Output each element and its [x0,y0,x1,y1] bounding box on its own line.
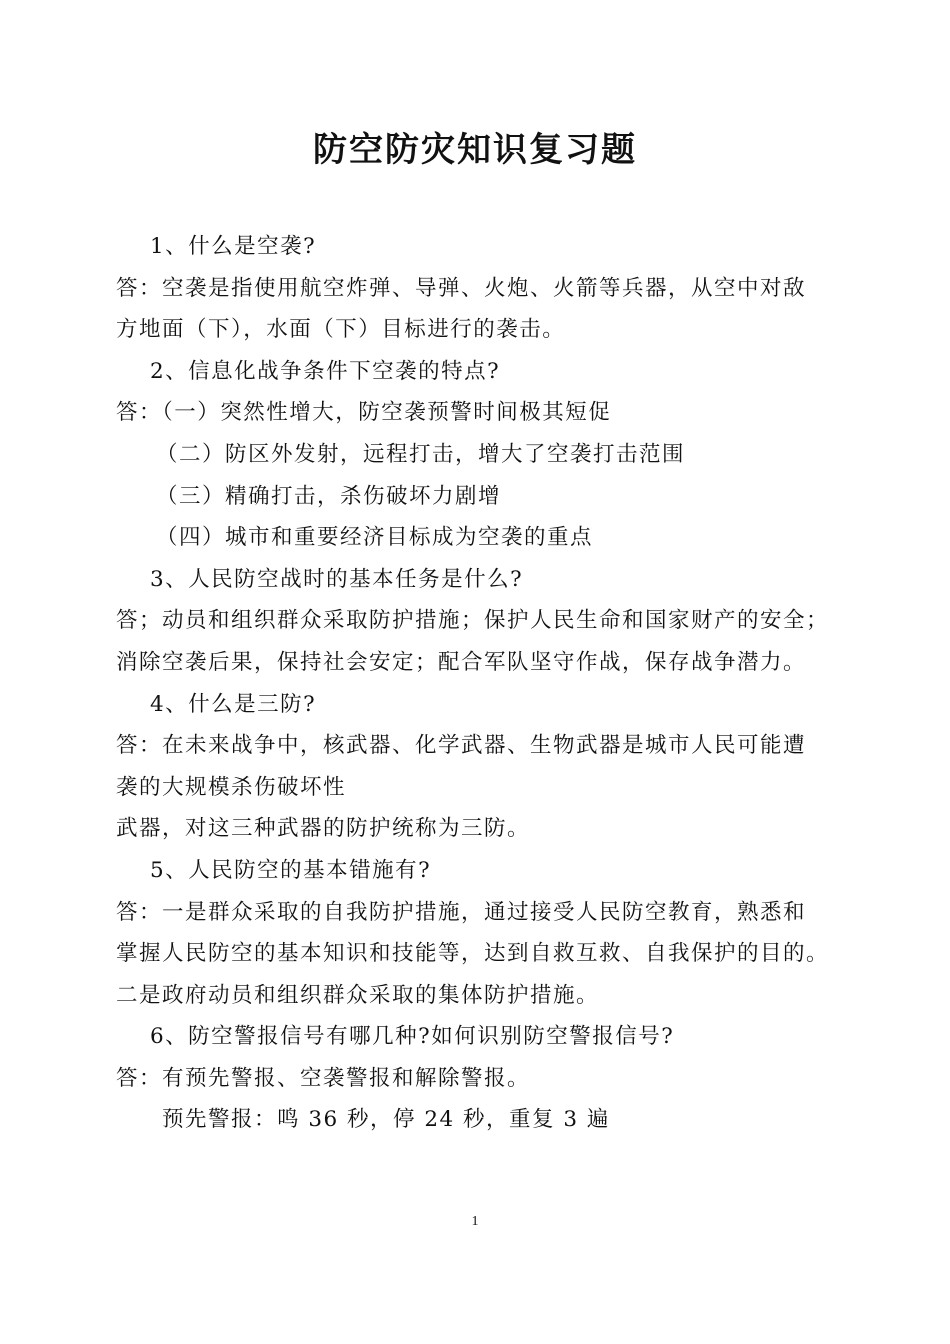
answer-6-line-1: 答：有预先警报、空袭警报和解除警报。 [116,1065,531,1091]
page-title: 防空防灾知识复习题 [313,130,637,170]
answer-6-line-2: 预先警报：鸣 36 秒，停 24 秒，重复 3 遍 [162,1107,610,1133]
answer-2-line-4: （四）城市和重要经济目标成为空袭的重点 [156,525,594,551]
question-3: 3、人民防空战时的基本任务是什么? [150,566,524,592]
answer-4-line-2: 袭的大规模杀伤破坏性 [116,774,347,800]
answer-5-line-1: 答：一是群众采取的自我防护措施，通过接受人民防空教育，熟悉和 [116,899,807,925]
answer-2-line-2: （二）防区外发射，远程打击，增大了空袭打击范围 [156,441,686,467]
answer-3-line-2: 消除空袭后果，保持社会安定；配合军队坚守作战，保存战争潜力。 [116,649,807,675]
question-6: 6、防空警报信号有哪几种?如何识别防空警报信号? [150,1024,675,1050]
question-2: 2、信息化战争条件下空袭的特点? [150,358,501,384]
question-1: 1、什么是空袭? [150,234,317,259]
answer-1-line-2: 方地面（下），水面（下）目标进行的袭击。 [116,317,566,343]
answer-2-line-1: 答：（一）突然性增大，防空袭预警时间极其短促 [116,400,612,426]
answer-3-line-1: 答；动员和组织群众采取防护措施；保护人民生命和国家财产的安全； [116,608,830,634]
answer-5-line-3: 二是政府动员和组织群众采取的集体防护措施。 [116,982,600,1008]
answer-4-line-3: 武器，对这三种武器的防护统称为三防。 [116,816,531,842]
answer-5-line-2: 掌握人民防空的基本知识和技能等，达到自救互救、自我保护的目的。 [116,941,830,967]
question-5: 5、人民防空的基本错施有? [150,857,432,883]
question-4: 4、什么是三防? [150,691,317,717]
document-body [116,226,856,1141]
page-number: 1 [471,1214,479,1229]
answer-2-line-3: （三）精确打击，杀伤破坏力剧增 [156,483,502,509]
answer-1-line-1: 答：空袭是指使用航空炸弹、导弹、火炮、火箭等兵器，从空中对敌 [116,275,807,301]
answer-4-line-1: 答：在未来战争中，核武器、化学武器、生物武器是城市人民可能遭 [116,733,807,759]
